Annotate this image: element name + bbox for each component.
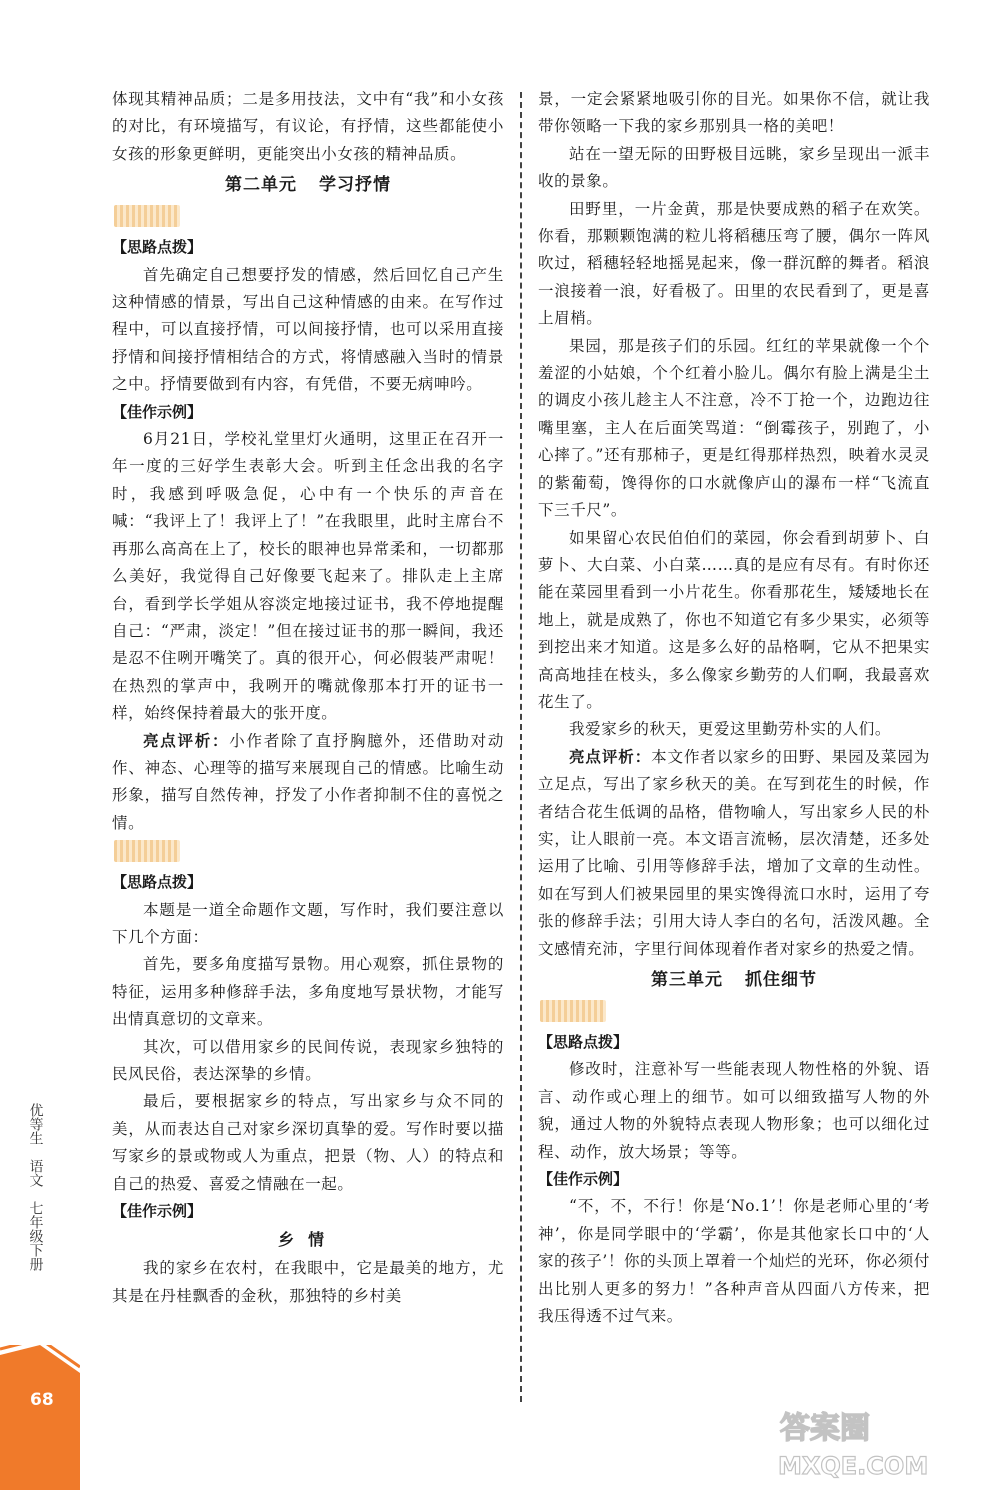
- example-paragraph-1: 6月21日，学校礼堂里灯火通明，这里正在召开一年一度的三好学生表彰大会。听到主任念出我的名字时，我感到呼吸急促，心中有一个快乐的声音在喊：“我评上了！我评上了！”在我眼里，此时主席台不再那么高高在上了，校长的眼神也异常柔和，一切都那么美好，我觉得自己好像要飞起来了。排队走上主席台，看到学长学姐从容淡定地接过证书，我不停地提醒自己：“严肃，淡定！”但在接过证书的那一瞬间，我还是忍不住咧开嘴笑了。真的很开心，何必假装严肃呢！在热烈的掌声中，我咧开的嘴就像那本打开的证书一样，始终保持着最大的张开度。: [112, 430, 504, 723]
- tips-paragraph-1: 首先确定自己想要抒发的情感，然后回忆自己产生这种情感的情景，写出自己这种情感的由来。在写作过程中，可以直接抒情，可以间接抒情，也可以采用直接抒情和间接抒情相结合的方式，将情感融入当时的情景之中。抒情要做到有内容，有凭借，不要无病呻吟。: [112, 265, 504, 394]
- review-label-2: 亮点评析：: [569, 747, 652, 766]
- subject-label: 语文: [27, 1159, 44, 1187]
- section-badge-icon: [540, 1000, 606, 1022]
- tips-paragraph-2d: 最后，要根据家乡的特点，写出家乡与众不同的美，从而表达自己对家乡深切真挚的爱。写作时要以描写家乡的景或物或人为重点，把景（物、人）的特点和自己的热爱、喜爱之情融在一起。: [112, 1092, 504, 1193]
- essay-paragraph-1-cont: 景，一定会紧紧地吸引你的目光。如果你不信，就让我带你领略一下我的家乡那别具一格的美吧！: [538, 90, 930, 136]
- example-tag-1: 【佳作示例】: [112, 402, 203, 421]
- intro-paragraph: 体现其精神品质；二是多用技法，文中有“我”和小女孩的对比，有环境描写，有议论，有抒情，这些都能使小女孩的形象更鲜明，更能突出小女孩的精神品质。: [112, 90, 504, 163]
- section-badge-icon: [114, 840, 180, 862]
- tips-tag-3: 【思路点拨】: [538, 1033, 629, 1051]
- tips-paragraph-2b: 首先，要多角度描写景物。用心观察，抓住景物的特征，运用多种修辞手法，多角度地写景状物，才能写出情真意切的文章来。: [112, 955, 504, 1029]
- left-column: [112, 86, 504, 1310]
- page-number: 68: [30, 1390, 54, 1410]
- unit-2-topic: 学习抒情: [319, 175, 391, 196]
- essay-paragraph-4: 果园，那是孩子们的乐园。红红的苹果就像一个个羞涩的小姑娘，个个红着小脸儿。偶尔有脸上满是尘土的调皮小孩儿趁主人不注意，冷不丁抢一个，边跑边往嘴里塞，主人在后面笑骂道：“倒霉孩子，别跑了，小心摔了。”还有那柿子，更是红得那样热烈，映着水灵灵的紫葡萄，馋得你的口水就像庐山的瀑布一样“飞流直下三千尺”。: [538, 336, 930, 520]
- example-tag-3: 【佳作示例】: [538, 1170, 629, 1189]
- essay-paragraph-5: 如果留心农民伯伯们的菜园，你会看到胡萝卜、白萝卜、大白菜、小白菜……真的是应有尽有。有时你还能在菜园里看到一小片花生。你看那花生，矮矮地长在地上，就是成熟了，你也不知道它有多少果实，必须等到挖出来才知道。这是多么好的品格啊，它从不把果实高高地挂在枝头，多么像家乡勤劳的人们啊，我最喜欢花生了。: [538, 528, 930, 711]
- essay-paragraph-3: 田野里，一片金黄，那是快要成熟的稻子在欢笑。你看，那颗颗饱满的粒儿将稻穗压弯了腰，偶尔一阵风吹过，稻穗轻轻地摇晃起来，像一群沉醉的舞者。稻浪一浪接着一浪，好看极了。田里的农民看到了，更是喜上眉梢。: [538, 199, 930, 328]
- review-paragraph-1: [112, 728, 504, 838]
- essay-paragraph-6: 我爱家乡的秋天，更爱这里勤劳朴实的人们。: [569, 720, 892, 739]
- tips-paragraph-2a: 本题是一道全命题作文题，写作时，我们要注意以下几个方面：: [112, 900, 504, 946]
- series-label: 优等生: [27, 1103, 44, 1145]
- book-sidebar: [20, 1103, 50, 1271]
- tips-tag-1: 【思路点拨】: [112, 238, 203, 257]
- column-divider: [520, 92, 522, 1402]
- example-tag-2: 【佳作示例】: [112, 1202, 203, 1221]
- unit-3-number: 第三单元: [651, 970, 723, 990]
- essay-paragraph-1: 我的家乡在农村，在我眼中，它是最美的地方，尤其是在丹桂飘香的金秋，那独特的乡村美: [112, 1259, 504, 1305]
- review-paragraph-2: [538, 744, 930, 963]
- unit-2-number: 第二单元: [225, 175, 297, 196]
- tips-paragraph-2c: 其次，可以借用家乡的民间传说，表现家乡独特的民风民俗，表达深挚的乡情。: [112, 1037, 504, 1083]
- unit-3-heading: [538, 963, 930, 997]
- review-text-2: 本文作者以家乡的田野、果园及菜园为立足点，写出了家乡秋天的美。在写到花生的时候，作者结合花生低调的品格，借物喻人，写出家乡人民的朴实，让人眼前一亮。本文语言流畅，层次清楚，还多处运用了比喻、引用等修辞手法，增加了文章的生动性。如在写到人们被果园里的果实馋得流口水时，运用了夸张的修辞手法；引用大诗人李白的名句，活泼风趣。全文感情充沛，字里行间体现着作者对家乡的热爱之情。: [538, 747, 930, 958]
- tips-paragraph-3: 修改时，注意补写一些能表现人物性格的外貌、语言、动作或心理上的细节。如可以细致描写人物的外貌，通过人物的外貌特点表现人物形象；也可以细化过程、动作，放大场景；等等。: [538, 1060, 930, 1161]
- page-corner-tab: [0, 1345, 80, 1490]
- essay-paragraph-2: 站在一望无际的田野极目远眺，家乡呈现出一派丰收的景象。: [538, 144, 930, 191]
- watermark-text: MXQE.COM: [778, 1452, 929, 1480]
- unit-2-heading: [112, 168, 504, 202]
- section-badge-icon: [114, 205, 180, 227]
- review-label-1: 亮点评析：: [143, 731, 230, 750]
- grade-label: 七年级下册: [27, 1201, 44, 1271]
- watermark-logo: [772, 1400, 982, 1485]
- right-column: [538, 86, 930, 1330]
- essay-title: 乡情: [277, 1230, 338, 1250]
- tips-tag-2: 【思路点拨】: [112, 873, 203, 892]
- review-text-1: 小作者除了直抒胸臆外，还借助对动作、神态、心理等的描写来展现自己的情感。比喻生动形象，描写自然传神，抒发了小作者抑制不住的喜悦之情。: [112, 731, 504, 832]
- svg-text:答案圈: 答案圈: [780, 1411, 870, 1446]
- example-paragraph-3: “不，不，不行！你是‘No.1’！你是老师心里的‘考神’，你是同学眼中的‘学霸’，你是其他家长口中的‘人家的孩子’！你的头顶上罩着一个灿烂的光环，你必须付出比别人更多的努力！”各种声音从四面八方传来，把我压得透不过气来。: [538, 1197, 930, 1326]
- unit-3-topic: 抓住细节: [745, 970, 817, 990]
